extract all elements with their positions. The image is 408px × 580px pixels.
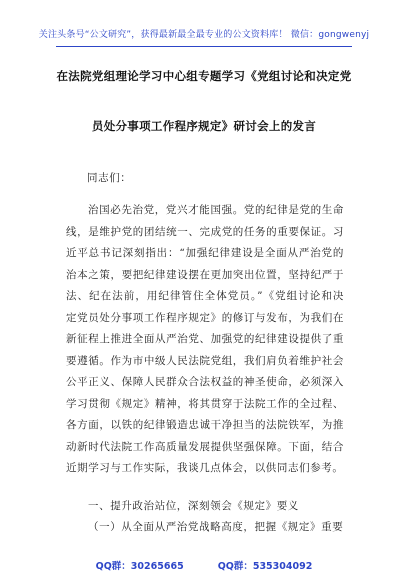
footer-qq-group-2: QQ群：535304092 xyxy=(217,561,313,572)
section-heading: 一、提升政治站位，深刻领会《规定》要义 xyxy=(88,500,299,512)
subsection-heading: （一）从全面从严治党战略高度，把握《规定》重要 xyxy=(88,521,344,533)
salutation: 同志们： xyxy=(87,172,132,184)
body-paragraph: 治国必先治党，党兴才能国强。党的纪律是党的生命线，是维护党的团结统一、完成党的任务的重要保证。习近平总书记深刻指出：“加强纪律建设是全面从严治党的治本之策，要把纪律建设摆在更加突出位置，坚持纪严于法、纪在法前，用纪律管住全体党员。”《党组讨论和决定党员处分事项工作程序规定》的修订与发布，为我们在新征程上推进全面从严治党、加强党的纪律建设提供了重要遵循。作为市中级人民法院党组，我们肩负着维护社会公平正义、保障人民群众合法权益的神圣使命，必须深入学习贯彻《规定》精神，将其贯穿于法院工作的全过程、各方面，以铁的纪律锻造忠诚干净担当的法院铁军，为推动新时代法院工作高质量发展提供坚强保障。下面，结合近期学习与工作实际，我谈几点体会，以供同志们参考。 xyxy=(66,204,344,474)
header-divider xyxy=(56,46,352,47)
footer xyxy=(0,558,408,572)
document-title-line-2: 员处分事项工作程序规定》研讨会上的发言 xyxy=(91,119,317,133)
document-title-line-1: 在法院党组理论学习中心组专题学习《党组讨论和决定党 xyxy=(56,69,352,83)
footer-qq-group-1: QQ群：30265665 xyxy=(95,561,184,572)
header-banner: 关注头条号“公文研究”，获得最新最全最专业的公文资料库！ 微信：gongwenyj xyxy=(38,30,370,40)
